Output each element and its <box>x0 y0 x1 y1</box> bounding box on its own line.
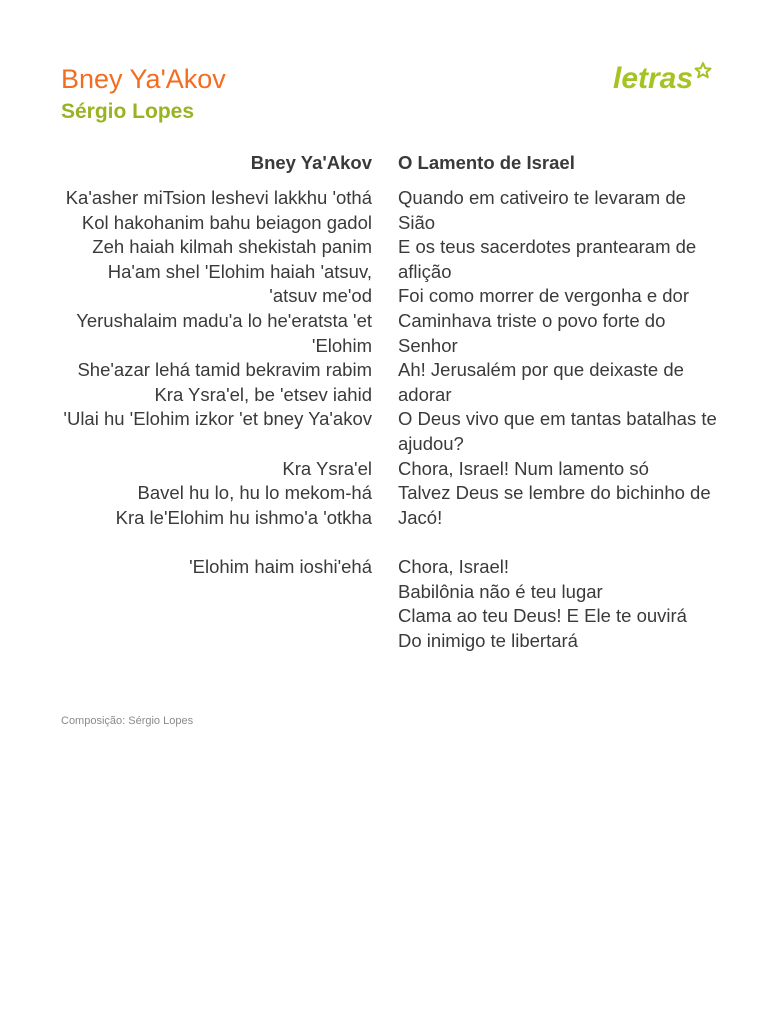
song-title: Bney Ya'Akov <box>61 64 226 94</box>
lyric-line: 'Elohim haim ioshi'ehá <box>189 555 372 577</box>
lyric-line: Kra le'Elohim hu ishmo'a 'otkha <box>115 506 372 528</box>
lyric-line: Ha'am shel 'Elohim haiah 'atsuv, 'atsuv me'od <box>107 260 372 307</box>
lyric-line: Foi como morrer de vergonha e dor <box>398 285 689 307</box>
verse-gap <box>398 530 718 555</box>
lyric-line: O Deus vivo que em tantas batalhas te ajudou? <box>398 408 717 454</box>
lyric-line: Kol hakohanim bahu beiagon gadol <box>81 211 372 233</box>
translation-column-title: O Lamento de Israel <box>398 152 575 173</box>
lyric-line: Zeh haiah kilmah shekistah panim <box>92 236 372 258</box>
lyric-line: Kra Ysra'el, be 'etsev iahid <box>154 383 372 405</box>
lyric-line: 'Ulai hu 'Elohim izkor 'et bney Ya'akov <box>63 408 372 430</box>
composer-credits: Composição: Sérgio Lopes <box>61 715 194 727</box>
original-verse-1 <box>60 186 372 432</box>
original-column-title: Bney Ya'Akov <box>250 152 372 173</box>
translation-verse-2 <box>398 555 718 653</box>
lyric-line: Quando em cativeiro te levaram de Sião <box>398 187 686 233</box>
lyric-line: Bavel hu lo, hu lo mekom-há <box>137 482 372 504</box>
original-lyrics <box>60 186 372 580</box>
artist-name: Sérgio Lopes <box>61 100 195 123</box>
original-verse-2 <box>60 457 372 580</box>
lyric-line: Babilônia não é teu lugar <box>398 580 603 602</box>
lyric-line: Caminhava triste o povo forte do Senhor <box>398 309 666 356</box>
lyric-line: Kra Ysra'el <box>282 457 372 479</box>
lyric-line: Talvez Deus se lembre do bichinho de Jacó! <box>398 482 711 528</box>
verse-gap <box>60 432 372 457</box>
lyric-line: Ah! Jerusalém por que deixaste de adorar <box>398 359 684 405</box>
lyric-line: Clama ao teu Deus! E Ele te ouvirá <box>398 605 687 627</box>
lyric-line: Chora, Israel! <box>398 555 510 577</box>
logo-text: letras <box>613 62 694 95</box>
star-icon <box>696 63 711 77</box>
lyric-line: Do inimigo te libertará <box>398 629 578 651</box>
translation-lyrics <box>398 186 718 653</box>
translation-verse-1 <box>398 186 718 530</box>
lyric-line: She'azar lehá tamid bekravim rabim <box>77 359 372 381</box>
lyric-line: Chora, Israel! Num lamento só <box>398 457 649 479</box>
lyric-line: Yerushalaim madu'a lo he'eratsta 'et 'Elohim <box>76 309 372 356</box>
lyric-line: Ka'asher miTsion leshevi lakkhu 'othá <box>65 187 372 208</box>
lyric-line: E os teus sacerdotes prantearam de aflição <box>398 236 697 282</box>
letras-logo[interactable] <box>612 58 712 98</box>
